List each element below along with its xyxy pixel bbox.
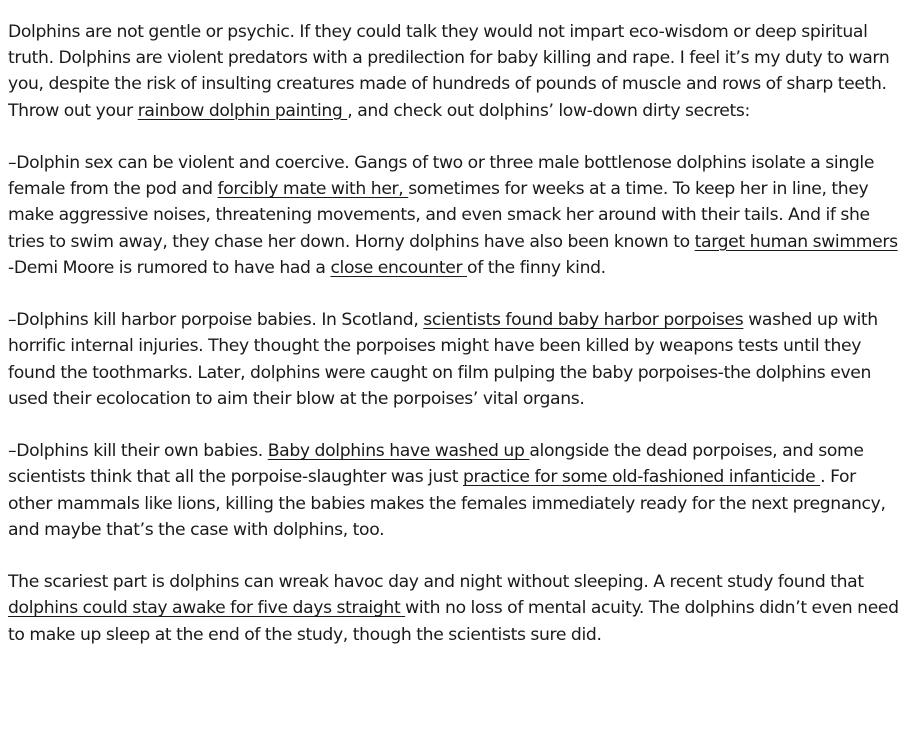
paragraph-text: -Demi Moore is rumored to have had a bbox=[8, 257, 331, 278]
paragraph-text: , and check out dolphins’ low-down dirty secrets: bbox=[347, 100, 750, 121]
paragraph-text: The scariest part is dolphins can wreak havoc day and night without sleeping. A recent study found that bbox=[8, 572, 864, 593]
link-rainbow-dolphin-painting[interactable]: rainbow dolphin painting bbox=[137, 100, 348, 121]
paragraph-text: –Dolphins kill harbor porpoise babies. In Scotland, bbox=[8, 310, 424, 331]
link-target-human-swimmers[interactable]: target human swimmers bbox=[694, 231, 898, 252]
paragraph-text: alongside the dead porpoises, and some scientists think that all the porpoise-slaughter was just bbox=[8, 441, 864, 488]
link-forcibly-mate[interactable]: forcibly mate with her, bbox=[217, 179, 409, 200]
paragraph-text: . For other mammals like lions, killing the babies makes the females immediately ready for the next pregnancy, and maybe that’s the case with dolphins, too. bbox=[8, 467, 886, 540]
paragraph-porpoise-babies bbox=[8, 307, 901, 412]
link-close-encounter[interactable]: close encounter bbox=[330, 257, 468, 278]
paragraph-text: sometimes for weeks at a time. To keep her in line, they make aggressive noises, threatening movements, and even smack her around with their tails. And if she tries to swim away, they chase her down. Horny dolphins have also been known to bbox=[8, 179, 870, 252]
link-stay-awake-five-days[interactable]: dolphins could stay awake for five days straight bbox=[8, 598, 406, 619]
paragraph-text: –Dolphin sex can be violent and coercive. Gangs of two or three male bottlenose dolphins isolate a single female from the pod and bbox=[8, 153, 875, 200]
paragraph-text: washed up with horrific internal injuries. They thought the porpoises might have been killed by weapons tests until they found the toothmarks. Later, dolphins were caught on film pulping the baby porpoises-the dolphins even used their ecolocation to aim their blow at the porpoises’ vital organs. bbox=[8, 310, 878, 409]
paragraph-text: with no loss of mental acuity. The dolphins didn’t even need to make up sleep at the end of the study, though the scientists sure did. bbox=[8, 598, 899, 645]
paragraph-intro bbox=[8, 19, 901, 124]
paragraph-dolphin-sex bbox=[8, 150, 901, 281]
paragraph-text: of the finny kind. bbox=[467, 257, 606, 278]
link-scientists-found-porpoises[interactable]: scientists found baby harbor porpoises bbox=[423, 310, 744, 331]
link-practice-infanticide[interactable]: practice for some old-fashioned infanticide bbox=[462, 467, 821, 488]
paragraph-text: –Dolphins kill their own babies. bbox=[8, 441, 268, 462]
paragraph-own-babies bbox=[8, 438, 901, 543]
paragraph-no-sleep bbox=[8, 569, 901, 648]
paragraph-text: Dolphins are not gentle or psychic. If they could talk they would not impart eco-wisdom or deep spiritual truth. Dolphins are violent predators with a predilection for baby killing and rape. I feel it’s my duty to warn you, despite the risk of insulting creatures made of hundreds of pounds of muscle and rows of sharp teeth. Throw out your bbox=[8, 22, 890, 121]
link-baby-dolphins-washed-up[interactable]: Baby dolphins have washed up bbox=[267, 441, 530, 462]
article-body bbox=[8, 19, 901, 674]
